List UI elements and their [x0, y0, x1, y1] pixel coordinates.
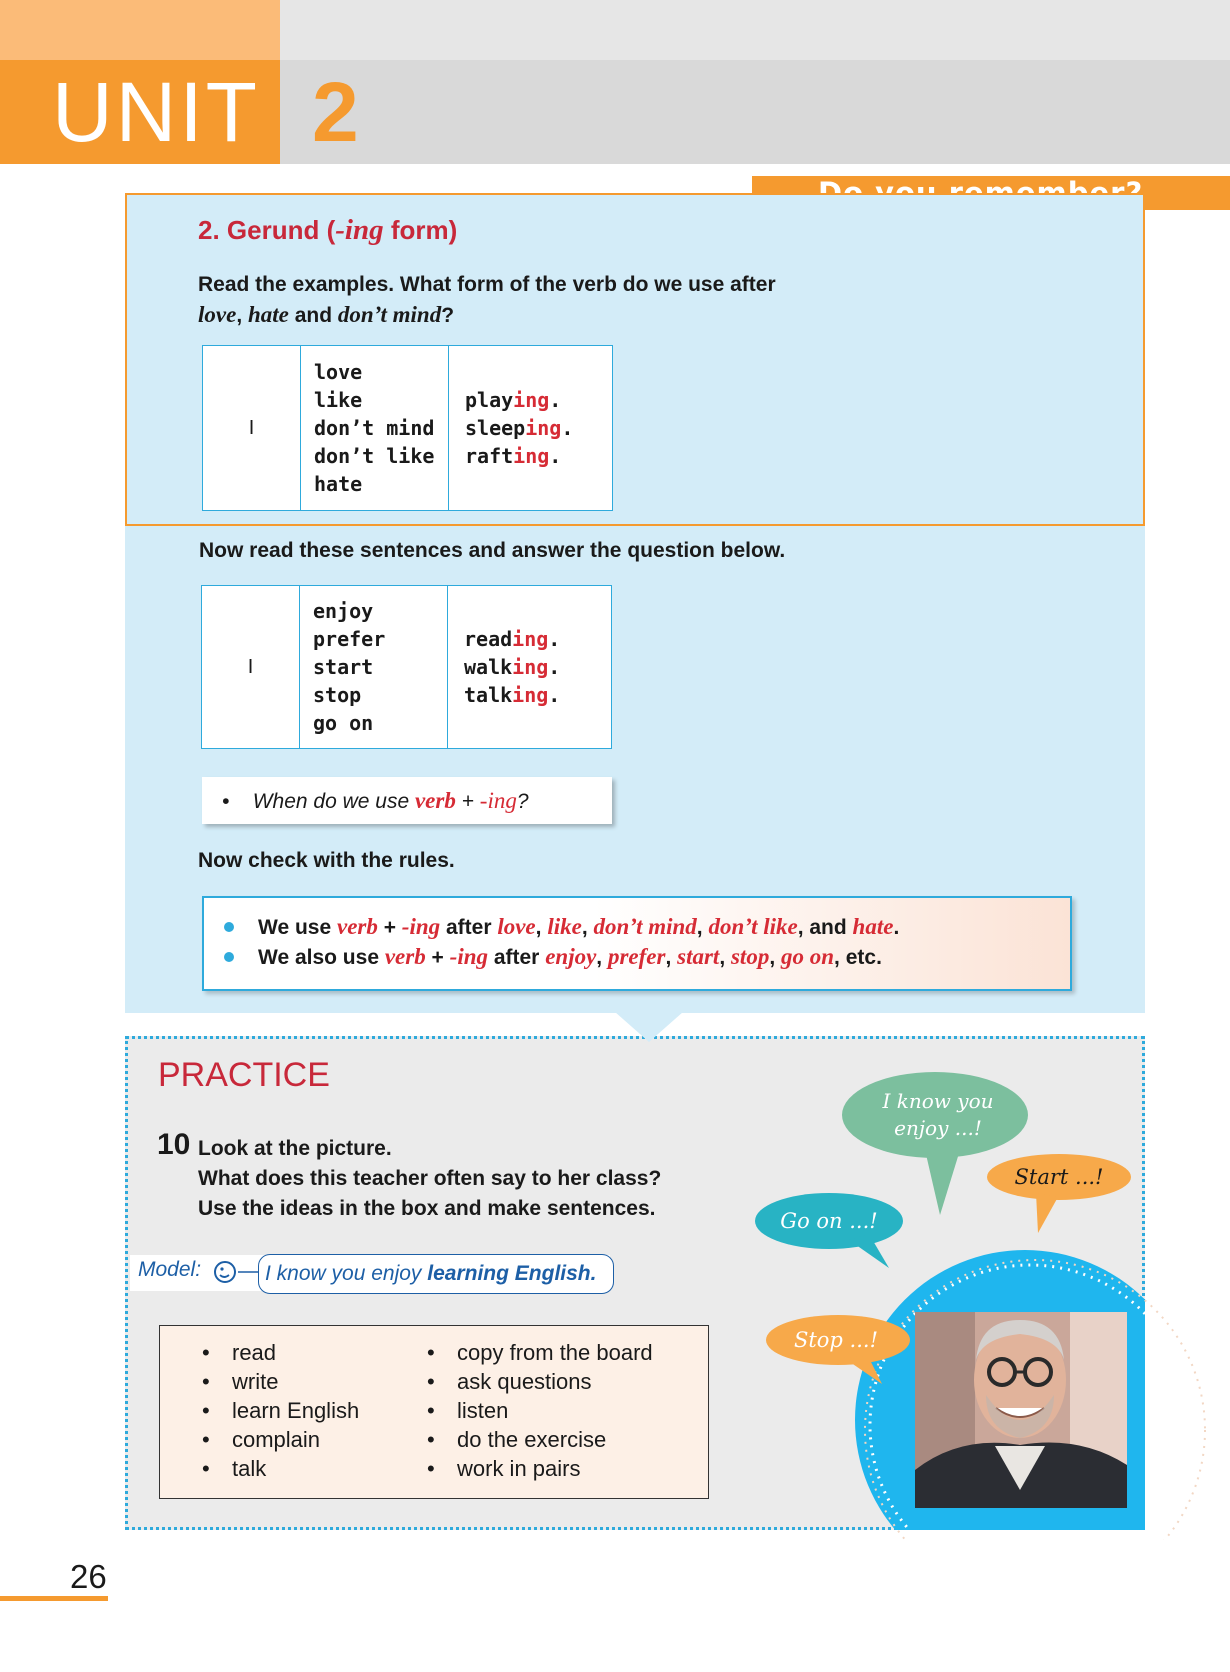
- model-label: Model:: [138, 1258, 202, 1281]
- idea-item: • do the exercise: [457, 1425, 606, 1454]
- bubble-text-start: Start ...!: [1014, 1165, 1104, 1189]
- table-verb: enjoy: [313, 599, 374, 623]
- table-verbs-column: [300, 586, 448, 748]
- table-verb: hate: [314, 472, 363, 496]
- page-number-underline: [0, 1596, 108, 1601]
- instruction-read-examples: Read the examples. What form of the verb do we use after love, hate and don’t mind?: [198, 273, 776, 327]
- table-verb: don’t like: [314, 444, 435, 468]
- bubble-text-go-on: Go on ...!: [780, 1209, 878, 1233]
- idea-item: • complain: [232, 1425, 320, 1454]
- table-gerund: walking.: [464, 655, 561, 679]
- table-verb: start: [313, 655, 374, 679]
- header-top-band-orange: [0, 0, 280, 60]
- table-verb: love: [314, 360, 363, 384]
- idea-item: • ask questions: [457, 1367, 592, 1396]
- header-top-band-grey: [280, 0, 1230, 60]
- bullet-icon: [224, 952, 234, 962]
- page-number: 26: [70, 1558, 107, 1595]
- unit-word: UNIT: [52, 65, 260, 159]
- table-verb: stop: [313, 683, 362, 707]
- table-subject: I: [202, 586, 300, 748]
- example-table-2: [201, 585, 612, 749]
- table-gerund: rafting.: [465, 444, 562, 468]
- rule-2: We also use verb + -ing after enjoy, prefer, start, stop, go on, etc.: [258, 944, 882, 970]
- speaking-face-icon: [212, 1258, 258, 1288]
- exercise-number: 10: [157, 1128, 191, 1161]
- bullet-icon: [224, 922, 234, 932]
- question-text: • When do we use verb + -ing?: [222, 788, 529, 813]
- table-gerund: reading.: [464, 627, 561, 651]
- practice-title: PRACTICE: [158, 1056, 330, 1094]
- unit-number: 2: [312, 65, 359, 159]
- teacher-photo: [915, 1312, 1127, 1508]
- instruction-read-sentences: Now read these sentences and answer the question below.: [199, 539, 786, 562]
- table-gerund: playing.: [465, 388, 562, 412]
- model-sentence: I know you enjoy learning English.: [258, 1254, 614, 1294]
- table-verb: like: [314, 388, 363, 412]
- instruction-check-rules: Now check with the rules.: [198, 849, 455, 872]
- header-grey-block: [280, 60, 1230, 164]
- idea-item: • learn English: [232, 1396, 359, 1425]
- table-verbs-column: [301, 346, 449, 510]
- panel-notch: [615, 1012, 683, 1042]
- table-gerunds-column: [448, 586, 611, 748]
- idea-item: • talk: [232, 1454, 266, 1483]
- bubble-text-stop: Stop ...!: [793, 1328, 879, 1352]
- table-gerunds-column: [449, 346, 612, 510]
- idea-item: • listen: [457, 1396, 508, 1425]
- rule-1: We use verb + -ing after love, like, don’t mind, don’t like, and hate.: [258, 914, 899, 940]
- idea-item: • copy from the board: [457, 1338, 653, 1367]
- idea-item: • read: [232, 1338, 276, 1367]
- table-gerund: talking.: [464, 683, 561, 707]
- table-verb: don’t mind: [314, 416, 435, 440]
- bubble-text-know: I know you enjoy ...!: [882, 1089, 994, 1140]
- table-subject: I: [203, 346, 301, 510]
- exercise-instructions: Look at the picture. What does this teacher often say to her class? Use the ideas in the box and make sentences.: [198, 1137, 662, 1220]
- example-table-1: [202, 345, 613, 511]
- table-verb: prefer: [313, 627, 386, 651]
- idea-item: • write: [232, 1367, 278, 1396]
- idea-item: • work in pairs: [457, 1454, 580, 1483]
- table-gerund: sleeping.: [465, 416, 574, 440]
- grammar-section-title: 2. Gerund (-ing form): [198, 214, 458, 246]
- table-verb: go on: [313, 711, 374, 735]
